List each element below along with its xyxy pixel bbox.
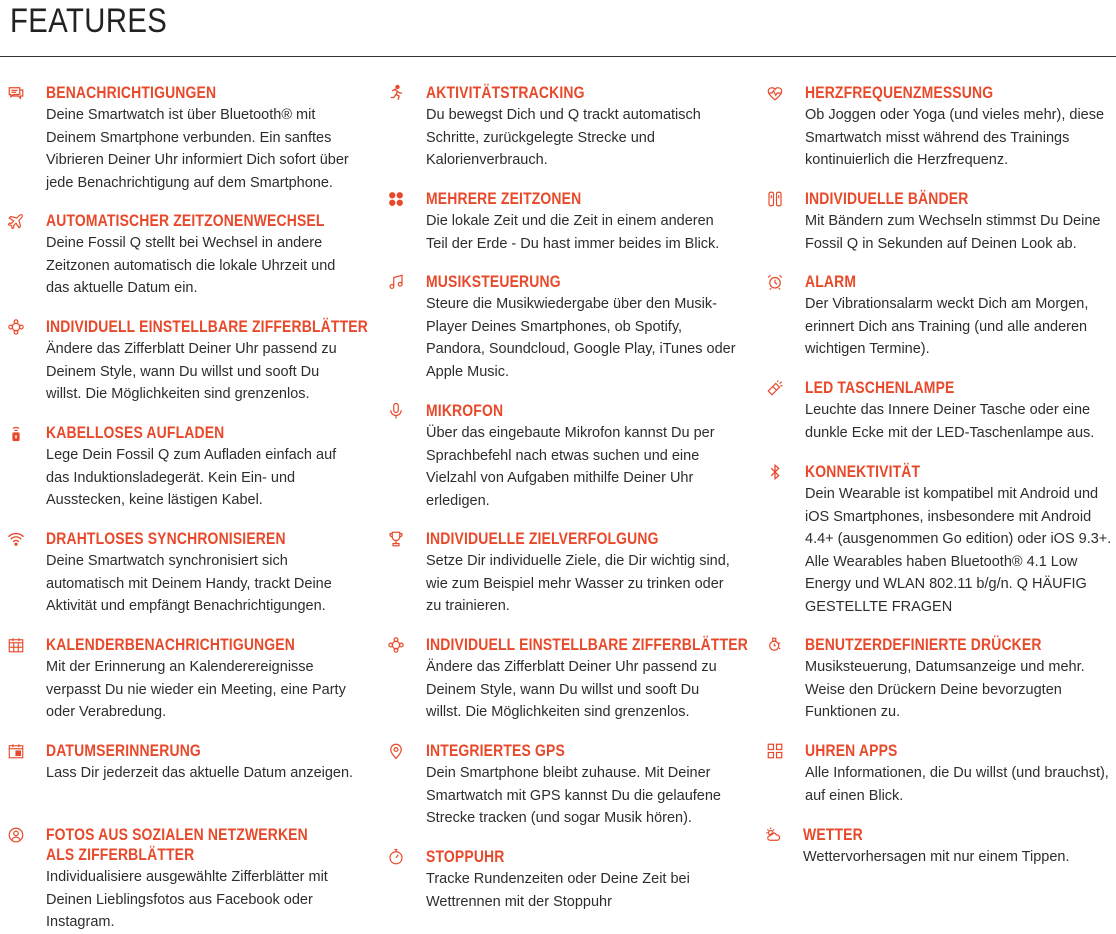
feature-title: AUTOMATISCHER ZEITZONENWECHSEL <box>46 211 325 230</box>
feature-title: KABELLOSES AUFLADEN <box>46 423 225 442</box>
music-note-icon <box>386 272 406 292</box>
feature-title: INDIVIDUELL EINSTELLBARE ZIFFERBLÄTTER <box>46 317 368 336</box>
feature-mehrere-zeitzonen <box>426 189 736 255</box>
calendar-icon <box>6 635 26 655</box>
feature-text: Dein Wearable ist kompatibel mit Android und iOS Smartphones, insbesondere mit Android 4.4+ (ausgenommen Go edition) oder iOS 9.3+. Alle Wearables haben Bluetooth® 4.1 Low Energy und WLAN 802.11 b/g/n. Q HÄUFIG GESTELLTE FRAGEN <box>805 486 1112 615</box>
wifi-icon <box>6 529 26 549</box>
feature-text: Wettervorhersagen mit nur einem Tippen. <box>803 849 1070 865</box>
feature-druecker <box>805 635 1113 724</box>
feature-text: Deine Fossil Q stellt bei Wechsel in andere Zeitzonen automatisch die lokale Uhrzeit und das aktuelle Datum ein. <box>46 235 336 296</box>
feature-title: INDIVIDUELL EINSTELLBARE ZIFFERBLÄTTER <box>426 635 748 654</box>
feature-title: DRAHTLOSES SYNCHRONISIEREN <box>46 529 286 548</box>
feature-uhren-apps <box>805 741 1113 807</box>
feature-title: WETTER <box>803 825 863 844</box>
feature-text: Dein Smartphone bleibt zuhause. Mit Deiner Smartwatch mit GPS kannst Du die gelaufene Strecke tracken (und sogar Musik hören). <box>426 765 721 826</box>
user-circle-icon <box>6 825 26 845</box>
feature-aktivitaetstracking <box>426 83 736 172</box>
calendar-date-icon <box>6 741 26 761</box>
feature-text: Leuchte das Innere Deiner Tasche oder eine dunkle Ecke mit der LED-Taschenlampe aus. <box>805 402 1095 441</box>
running-icon <box>386 83 406 103</box>
trophy-icon <box>386 529 406 549</box>
feature-musiksteuerung <box>426 272 736 383</box>
feature-title: BENACHRICHTIGUNGEN <box>46 83 217 102</box>
bluetooth-icon <box>765 462 785 482</box>
feature-title: BENUTZERDEFINIERTE DRÜCKER <box>805 635 1042 654</box>
feature-text: Deine Smartwatch synchronisiert sich automatisch mit Deinem Handy, trackt Deine Aktivität und empfängt Benachrichtigungen. <box>46 553 332 614</box>
feature-herzfrequenz <box>805 83 1113 172</box>
wireless-charging-icon <box>6 423 26 443</box>
feature-text: Mit der Erinnerung an Kalenderereignisse verpasst Du nie wieder ein Meeting, eine Party oder Verabredung. <box>46 659 346 720</box>
feature-text: Du bewegst Dich und Q trackt automatisch Schritte, zurückgelegte Strecke und Kalorienverbrauch. <box>426 107 701 168</box>
feature-kabelloses-aufladen <box>46 423 356 512</box>
feature-stoppuhr <box>426 847 736 913</box>
feature-kalender <box>46 635 356 724</box>
feature-alarm <box>805 272 1113 361</box>
feature-text: Die lokale Zeit und die Zeit in einem anderen Teil der Erde - Du hast immer beides im Blick. <box>426 213 720 252</box>
apps-grid-icon <box>765 741 785 761</box>
four-dots-icon <box>386 189 406 209</box>
feature-mikrofon <box>426 401 736 512</box>
feature-title: FOTOS AUS SOZIALEN NETZWERKEN ALS ZIFFERBLÄTTER <box>46 825 308 864</box>
feature-title: KALENDERBENACHRICHTIGUNGEN <box>46 635 295 654</box>
feature-fotos-sozial <box>46 825 356 934</box>
feature-benachrichtigungen <box>46 83 356 194</box>
feature-zielverfolgung <box>426 529 736 618</box>
heart-rate-icon <box>765 83 785 103</box>
feature-title: INDIVIDUELLE BÄNDER <box>805 189 969 208</box>
location-pin-icon <box>386 741 406 761</box>
feature-text: Der Vibrationsalarm weckt Dich am Morgen, erinnert Dich ans Training (und alle anderen wichtigen Termine). <box>805 296 1089 357</box>
feature-text: Tracke Rundenzeiten oder Deine Zeit bei Wettrennen mit der Stoppuhr <box>426 871 690 910</box>
alarm-clock-icon <box>765 272 785 292</box>
feature-text: Mit Bändern zum Wechseln stimmst Du Deine Fossil Q in Sekunden auf Deinen Look ab. <box>805 213 1101 252</box>
feature-title: HERZFREQUENZMESSUNG <box>805 83 994 102</box>
feature-datumserinnerung <box>46 741 356 785</box>
feature-taschenlampe <box>805 378 1113 444</box>
feature-text: Individualisiere ausgewählte Zifferblätter mit Deinen Lieblingsfotos aus Facebook oder Instagram. <box>46 869 328 930</box>
feature-title: MUSIKSTEUERUNG <box>426 272 561 291</box>
feature-text: Musiksteuerung, Datumsanzeige und mehr. Weise den Drückern Deine bevorzugten Funktionen zu. <box>805 659 1085 720</box>
feature-title: LED TASCHENLAMPE <box>805 378 955 397</box>
title-divider <box>0 56 1116 57</box>
feature-text: Steure die Musikwiedergabe über den Musik-Player Deines Smartphones, ob Spotify, Pandora, Soundcloud, Google Play, iTunes oder Apple Music. <box>426 296 736 380</box>
airplane-icon <box>6 211 26 231</box>
feature-wetter <box>803 825 1111 869</box>
stopwatch-icon <box>386 847 406 867</box>
watch-face-icon <box>386 635 406 655</box>
feature-text: Deine Smartwatch ist über Bluetooth® mit Deinem Smartphone verbunden. Ein sanftes Vibrieren Deiner Uhr informiert Dich sofort über jede Benachrichtigung auf dem Smartphone. <box>46 107 349 191</box>
feature-title: KONNEKTIVITÄT <box>805 462 921 481</box>
feature-text: Ändere das Zifferblatt Deiner Uhr passend zu Deinem Style, wann Du willst und sooft Du willst. Die Möglichkeiten sind grenzenlos. <box>46 341 337 402</box>
feature-zifferblaetter <box>46 317 368 406</box>
feature-text: Alle Informationen, die Du willst (und brauchst), auf einen Blick. <box>805 765 1109 804</box>
feature-title: DATUMSERINNERUNG <box>46 741 201 760</box>
feature-text: Setze Dir individuelle Ziele, die Dir wichtig sind, wie zum Beispiel mehr Wasser zu trinken oder zu trainieren. <box>426 553 730 614</box>
feature-konnektivitaet <box>805 462 1113 618</box>
feature-text: Ändere das Zifferblatt Deiner Uhr passend zu Deinem Style, wann Du willst und sooft Du willst. Die Möglichkeiten sind grenzenlos. <box>426 659 717 720</box>
feature-title: MEHRERE ZEITZONEN <box>426 189 582 208</box>
feature-gps <box>426 741 736 830</box>
watch-buttons-icon <box>765 635 785 655</box>
feature-baender <box>805 189 1113 255</box>
feature-title: INDIVIDUELLE ZIELVERFOLGUNG <box>426 529 659 548</box>
feature-text: Lege Dein Fossil Q zum Aufladen einfach auf das Induktionsladegerät. Kein Ein- und Ausstecken, keine lästigen Kabel. <box>46 447 337 508</box>
feature-text: Über das eingebaute Mikrofon kannst Du per Sprachbefehl nach etwas suchen und eine Vielzahl von Aufgaben mithilfe Deiner Uhr erledigen. <box>426 425 715 509</box>
feature-text: Ob Joggen oder Yoga (und vieles mehr), diese Smartwatch misst während des Trainings kontinuierlich die Herzfrequenz. <box>805 107 1105 168</box>
watch-bands-icon <box>765 189 785 209</box>
feature-title: UHREN APPS <box>805 741 898 760</box>
feature-zifferblaetter-2 <box>426 635 748 724</box>
feature-text: Lass Dir jederzeit das aktuelle Datum anzeigen. <box>46 765 354 781</box>
weather-icon <box>763 825 783 845</box>
page-title: FEATURES <box>10 2 168 40</box>
feature-zeitzonenwechsel <box>46 211 356 300</box>
feature-title: AKTIVITÄTSTRACKING <box>426 83 585 102</box>
chat-bubble-icon <box>6 83 26 103</box>
feature-title: STOPPUHR <box>426 847 505 866</box>
feature-title: ALARM <box>805 272 857 291</box>
microphone-icon <box>386 401 406 421</box>
flashlight-icon <box>765 378 785 398</box>
feature-drahtlos-sync <box>46 529 356 618</box>
watch-face-icon <box>6 317 26 337</box>
feature-title: INTEGRIERTES GPS <box>426 741 565 760</box>
feature-title: MIKROFON <box>426 401 504 420</box>
